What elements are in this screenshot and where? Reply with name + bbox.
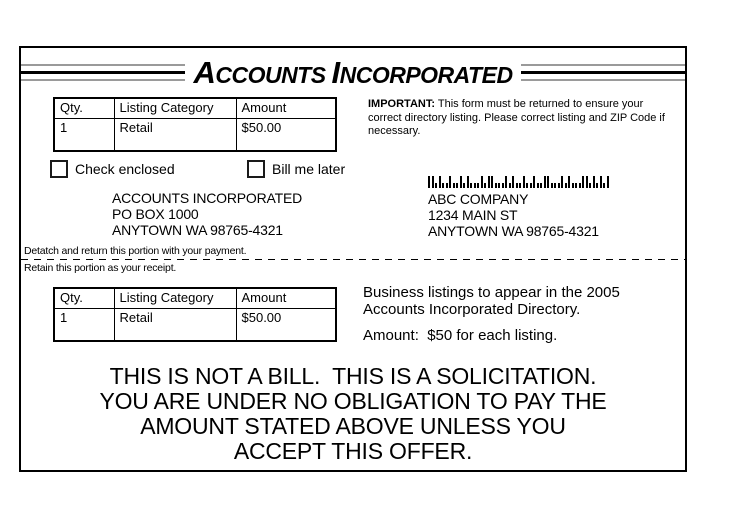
disclaimer-line: AMOUNT STATED ABOVE UNLESS YOU	[140, 413, 566, 439]
postnet-barcode	[428, 176, 610, 188]
description-line: Business listings to appear in the 2005	[363, 284, 620, 301]
listing-description	[363, 284, 620, 344]
amount-cell: $50.00	[236, 308, 336, 341]
solicitation-disclaimer	[21, 364, 685, 464]
listing-category-header: Listing Category	[114, 98, 236, 118]
return-address-line: ANYTOWN WA 98765-4321	[112, 222, 283, 238]
disclaimer-line: ACCEPT THIS OFFER.	[233, 438, 473, 464]
listing-category-header: Listing Category	[114, 288, 236, 308]
check-enclosed-label: Check enclosed	[75, 161, 175, 177]
listing-category-cell: Retail	[114, 118, 236, 151]
page-title	[193, 54, 513, 90]
receipt-listing-table	[53, 287, 337, 342]
return-address-block	[112, 190, 302, 238]
page-title-word-2: INCORPORATED	[331, 54, 513, 90]
amount-cell: $50.00	[236, 118, 336, 151]
addressee-line: ABC COMPANY	[428, 191, 529, 207]
return-address-line: PO BOX 1000	[112, 206, 199, 222]
important-label: IMPORTANT:	[368, 98, 436, 110]
addressee-block	[428, 176, 610, 239]
disclaimer-line: THIS IS NOT A BILL. THIS IS A SOLICITATION.	[109, 363, 597, 389]
amount-line: Amount: $50 for each listing.	[363, 327, 558, 344]
perforation-dashed-line	[21, 259, 685, 260]
qty-cell: 1	[54, 118, 114, 151]
important-text: This form must be returned to ensure your correct directory listing. Please correct listing and ZIP Code if necessary.	[368, 98, 665, 137]
important-note	[368, 98, 672, 139]
retain-note: Retain this portion as your receipt.	[24, 262, 177, 274]
bill-me-later-label: Bill me later	[272, 161, 346, 177]
amount-header: Amount	[236, 98, 336, 118]
title-rule-right	[521, 64, 685, 81]
disclaimer-line: YOU ARE UNDER NO OBLIGATION TO PAY THE	[99, 388, 607, 414]
page-title-word-1: ACCOUNTS	[193, 54, 326, 90]
table-header-row	[54, 98, 336, 118]
bill-me-later-checkbox[interactable]	[247, 160, 265, 178]
addressee-line: 1234 MAIN ST	[428, 207, 518, 223]
bill-me-later-option	[247, 160, 345, 178]
listing-category-cell: Retail	[114, 308, 236, 341]
table-row	[54, 308, 336, 341]
amount-header: Amount	[236, 288, 336, 308]
payment-listing-table	[53, 97, 337, 152]
return-address-line: ACCOUNTS INCORPORATED	[112, 190, 302, 206]
addressee-line: ANYTOWN WA 98765-4321	[428, 223, 599, 239]
description-line: Accounts Incorporated Directory.	[363, 301, 581, 318]
table-header-row	[54, 288, 336, 308]
qty-header: Qty.	[54, 98, 114, 118]
title-rule-left	[21, 64, 185, 81]
qty-cell: 1	[54, 308, 114, 341]
qty-header: Qty.	[54, 288, 114, 308]
form-border-box	[19, 46, 687, 472]
title-band	[21, 54, 685, 90]
check-enclosed-option	[50, 160, 175, 178]
check-enclosed-checkbox[interactable]	[50, 160, 68, 178]
table-row	[54, 118, 336, 151]
detach-note: Detatch and return this portion with your payment.	[24, 245, 247, 257]
